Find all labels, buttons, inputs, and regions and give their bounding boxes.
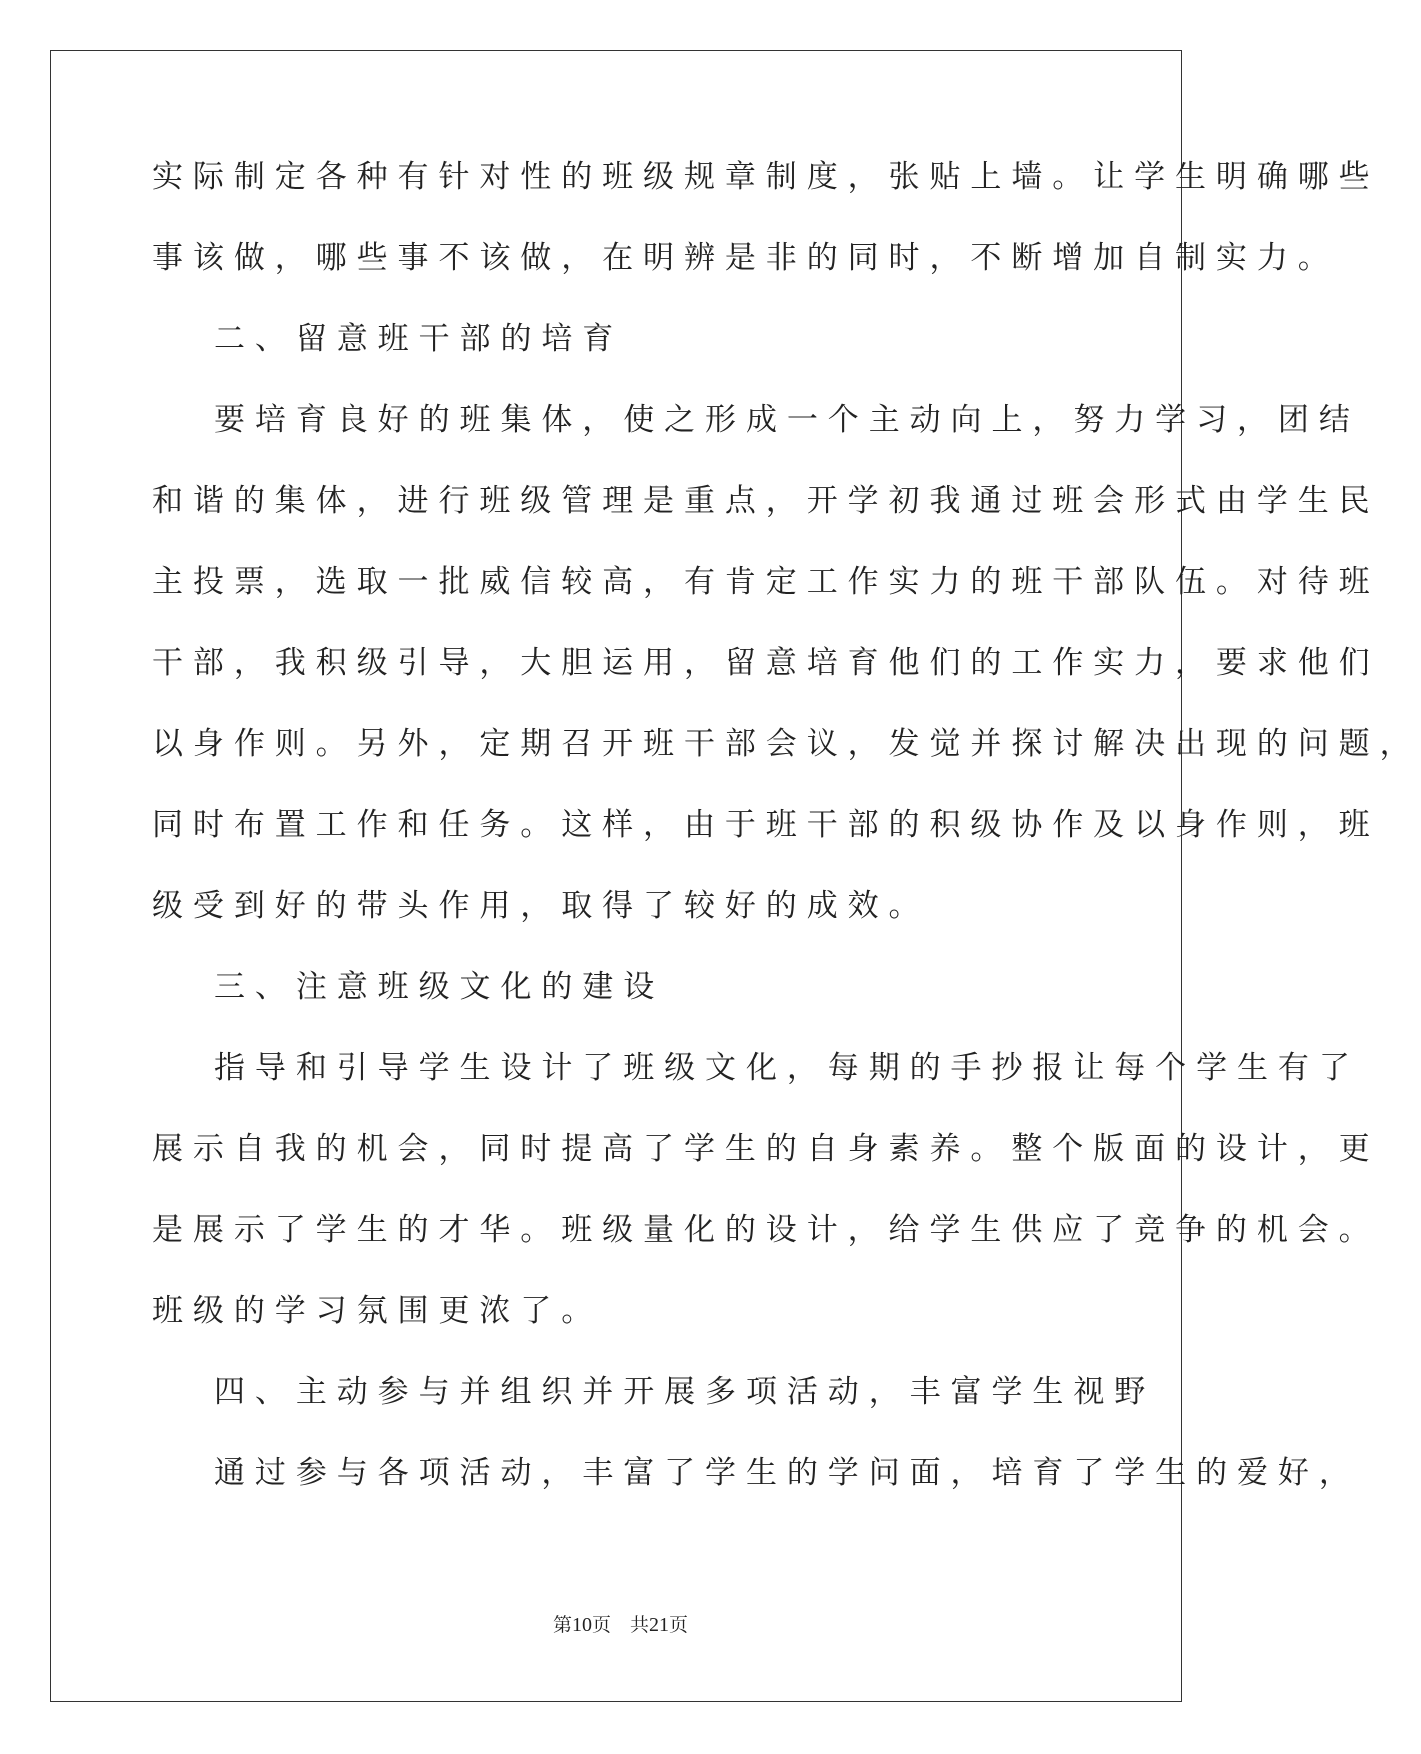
body-line: 级受到好的带头作用，取得了较好的成效。 — [152, 888, 930, 924]
body-line: 同时布置工作和任务。这样，由于班干部的积级协作及以身作则，班 — [152, 807, 1380, 843]
body-line: 事该做，哪些事不该做，在明辨是非的同时，不断增加自制实力。 — [152, 240, 1339, 276]
footer-suffix: 页 — [669, 1614, 689, 1636]
body-line: 以身作则。另外，定期召开班干部会议，发觉并探讨解决出现的问题， — [152, 726, 1421, 762]
footer-prefix: 第 — [552, 1614, 572, 1636]
section-heading: 四、主动参与并组织并开展多项活动，丰富学生视野 — [214, 1374, 1156, 1410]
paragraph-start: 要培育良好的班集体，使之形成一个主动向上，努力学习，团结 — [214, 402, 1360, 438]
body-line: 展示自我的机会，同时提高了学生的自身素养。整个版面的设计，更 — [152, 1131, 1380, 1167]
body-line: 实际制定各种有针对性的班级规章制度，张贴上墙。让学生明确哪些 — [152, 159, 1380, 195]
body-line: 和谐的集体，进行班级管理是重点，开学初我通过班会形式由学生民 — [152, 483, 1380, 519]
current-page-number: 10 — [571, 1614, 592, 1636]
body-line: 是展示了学生的才华。班级量化的设计，给学生供应了竞争的机会。 — [152, 1212, 1380, 1248]
body-line: 主投票，选取一批威信较高，有肯定工作实力的班干部队伍。对待班 — [152, 564, 1380, 600]
paragraph-start: 指导和引导学生设计了班级文化，每期的手抄报让每个学生有了 — [214, 1050, 1360, 1086]
section-heading: 二、留意班干部的培育 — [214, 321, 624, 357]
page-number-footer — [0, 1610, 1241, 1637]
body-line: 干部，我积级引导，大胆运用，留意培育他们的工作实力，要求他们 — [152, 645, 1380, 681]
body-line: 班级的学习氛围更浓了。 — [152, 1293, 603, 1329]
document-body — [152, 159, 1421, 1539]
footer-middle: 页 共 — [591, 1614, 649, 1636]
section-heading: 三、注意班级文化的建设 — [214, 969, 665, 1005]
total-pages-number: 21 — [649, 1614, 669, 1636]
paragraph-start: 通过参与各项活动，丰富了学生的学问面，培育了学生的爱好， — [214, 1455, 1360, 1491]
